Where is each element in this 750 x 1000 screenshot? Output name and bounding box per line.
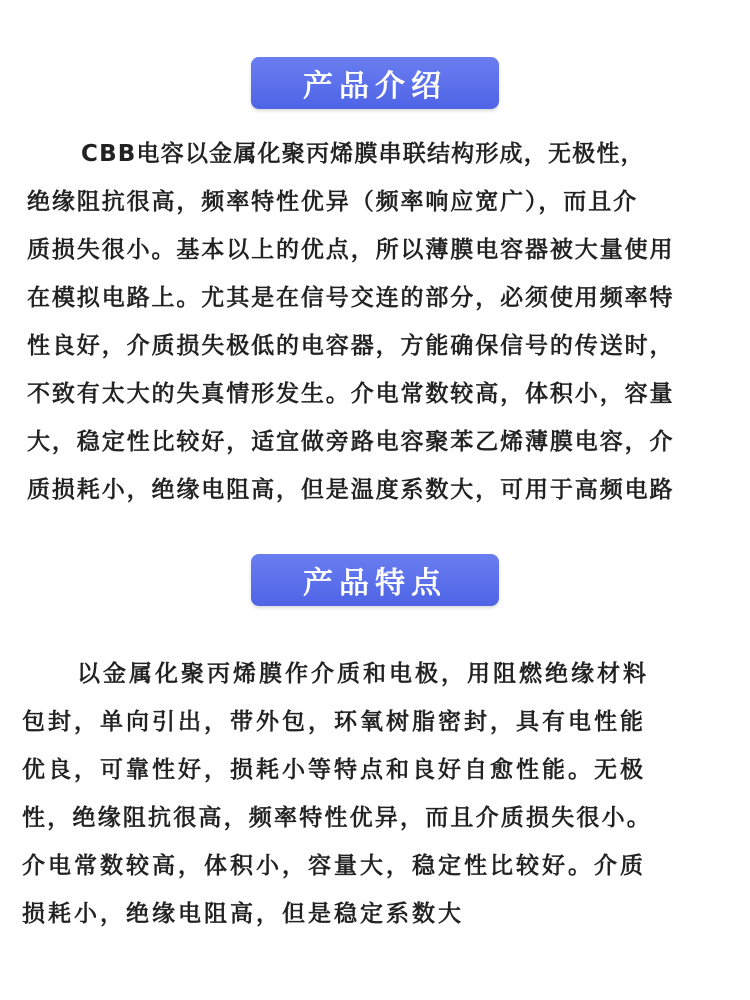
product-features-heading: 产品特点	[251, 554, 499, 606]
intro-line-3: 质损失很小。基本以上的优点，所以薄膜电容器被大量使用	[27, 237, 675, 263]
intro-line-1: CBB电容以金属化聚丙烯膜串联结构形成，无极性，	[81, 141, 645, 167]
product-features-paragraph	[22, 650, 722, 938]
intro-line-6: 不致有太大的失真情形发生。介电常数较高，体积小，容量	[27, 381, 675, 407]
features-line-5: 介电常数较高，体积小，容量大，稳定性比较好。介质	[22, 853, 646, 879]
features-line-1: 以金属化聚丙烯膜作介质和电极，用阻燃绝缘材料	[77, 661, 649, 687]
intro-line-4: 在模拟电路上。尤其是在信号交连的部分，必须使用频率特	[27, 285, 675, 311]
product-features-heading-box	[251, 554, 499, 606]
features-line-2: 包封，单向引出，带外包，环氧树脂密封，具有电性能	[22, 709, 646, 735]
features-line-3: 优良，可靠性好，损耗小等特点和良好自愈性能。无极	[22, 757, 646, 783]
intro-line-7: 大，稳定性比较好，适宜做旁路电容聚苯乙烯薄膜电容，介	[27, 429, 675, 455]
product-intro-heading-box	[251, 57, 499, 109]
product-intro-paragraph	[27, 130, 727, 514]
intro-line-8: 质损耗小，绝缘电阻高，但是温度系数大，可用于高频电路	[27, 477, 675, 503]
intro-line-5: 性良好，介质损失极低的电容器，方能确保信号的传送时，	[27, 333, 675, 359]
features-line-6: 损耗小，绝缘电阻高，但是稳定系数大	[22, 901, 464, 927]
features-line-4: 性，绝缘阻抗很高，频率特性优异，而且介质损失很小。	[22, 805, 652, 831]
product-intro-heading: 产品介绍	[251, 57, 499, 109]
intro-line-2: 绝缘阻抗很高，频率特性优异（频率响应宽广），而且介	[27, 189, 638, 215]
